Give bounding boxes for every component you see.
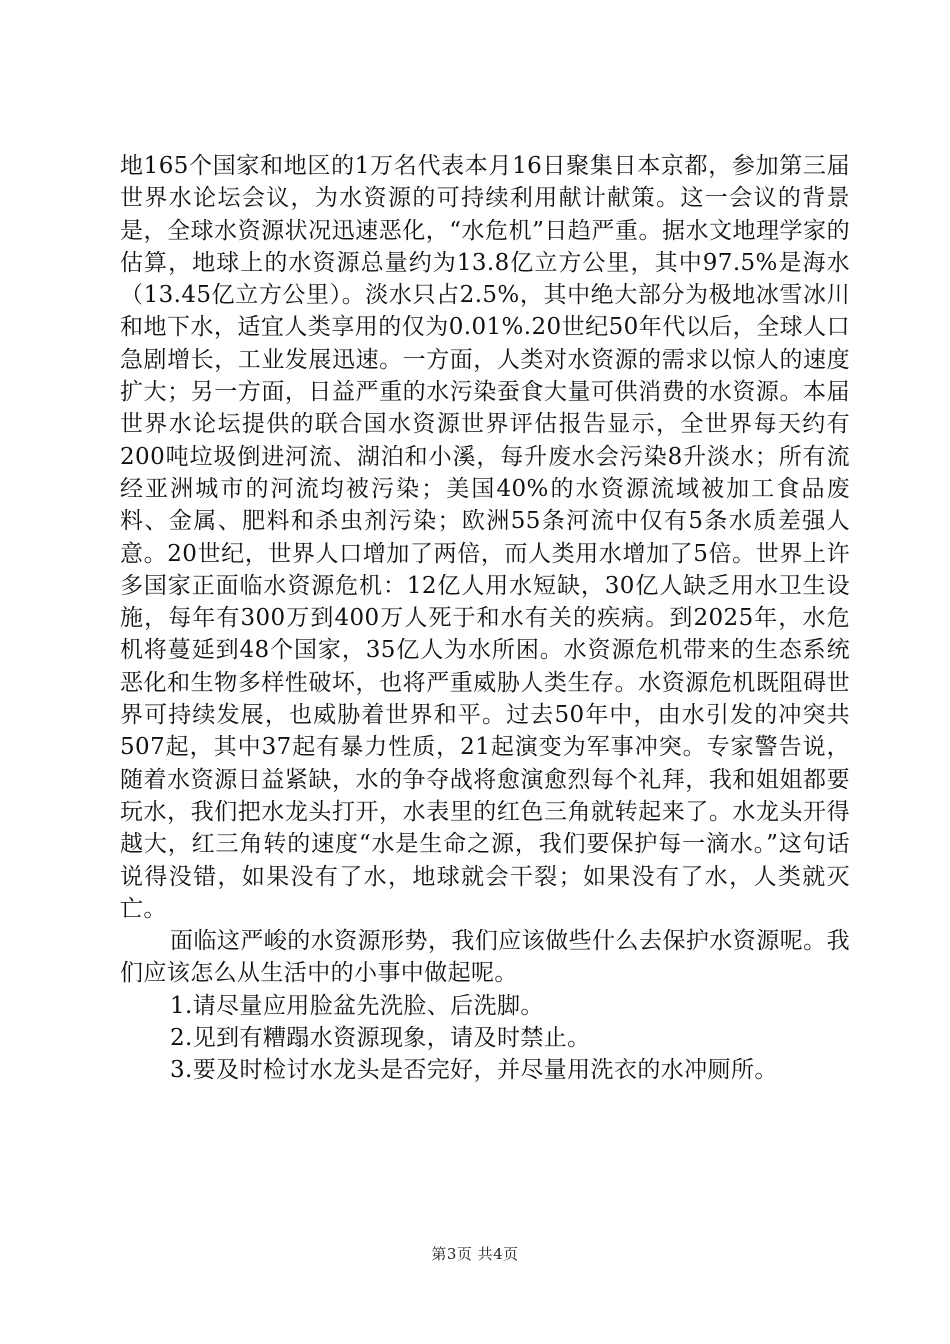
list-item-washbasin: 1.请尽量应用脸盆先洗脸、后洗脚。 [170, 992, 544, 1019]
document-body [120, 150, 850, 1087]
page-number-footer: 第3页 共4页 [431, 1245, 519, 1263]
list-item-check-faucet: 3.要及时检讨水龙头是否完好，并尽量用洗衣的水冲厕所。 [170, 1057, 778, 1084]
paragraph-what-to-do: 面临这严峻的水资源形势，我们应该做些什么去保护水资源呢。我们应该怎么从生活中的小事中做起呢。 [120, 928, 850, 987]
list-item-stop-waste: 2.见到有糟蹋水资源现象，请及时禁止。 [170, 1025, 591, 1052]
paragraph-water-crisis: 地165个国家和地区的1万名代表本月16日聚集日本京都，参加第三届世界水论坛会议，为水资源的可持续利用献计献策。这一会议的背景是，全球水资源状况迅速恶化，“水危机”日趋严重。据水文地理学家的估算，地球上的水资源总量约为13.8亿立方公里，其中97.5%是海水（13.45亿立方公里）。淡水只占2.5%，其中绝大部分为极地冰雪冰川和地下水，适宜人类享用的仅为0.01%.20世纪50年代以后，全球人口急剧增长，工业发展迅速。一方面，人类对水资源的需求以惊人的速度扩大；另一方面，日益严重的水污染蚕食大量可供消费的水资源。本届世界水论坛提供的联合国水资源世界评估报告显示，全世界每天约有200吨垃圾倒进河流、湖泊和小溪，每升废水会污染8升淡水；所有流经亚洲城市的河流均被污染；美国40%的水资源流域被加工食品废料、金属、肥料和杀虫剂污染；欧洲55条河流中仅有5条水质差强人意。20世纪，世界人口增加了两倍，而人类用水增加了5倍。世界上许多国家正面临水资源危机：12亿人用水短缺，30亿人缺乏用水卫生设施，每年有300万到400万人死于和水有关的疾病。到2025年，水危机将蔓延到48个国家，35亿人为水所困。水资源危机带来的生态系统恶化和生物多样性破坏，也将严重威胁人类生存。水资源危机既阻碍世界可持续发展，也威胁着世界和平。过去50年中，由水引发的冲突共507起，其中37起有暴力性质，21起演变为军事冲突。专家警告说，随着水资源日益紧缺，水的争夺战将愈演愈烈每个礼拜，我和姐姐都要玩水，我们把水龙头打开，水表里的红色三角就转起来了。水龙头开得越大，红三角转的速度“水是生命之源，我们要保护每一滴水。”这句话说得没错，如果没有了水，地球就会干裂；如果没有了水，人类就灭亡。 [120, 153, 850, 922]
